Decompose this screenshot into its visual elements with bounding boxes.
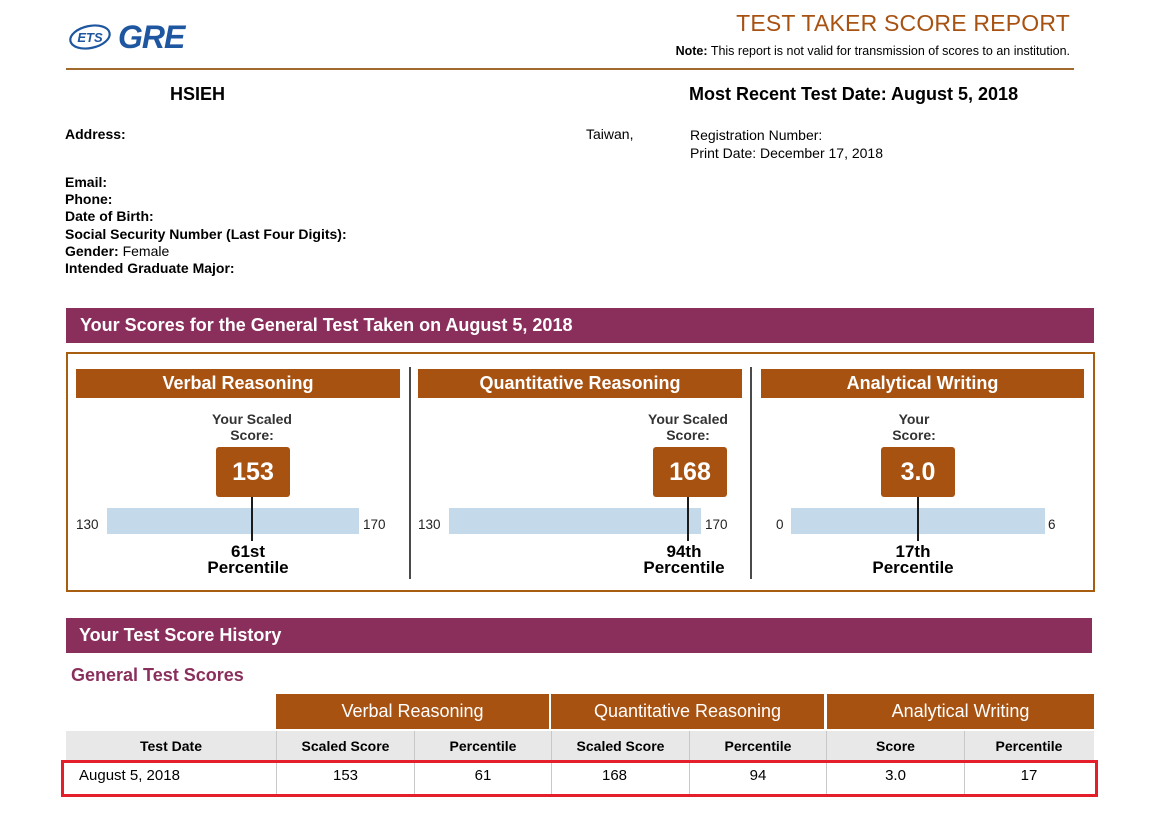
gre-logo-text: GRE	[118, 19, 185, 55]
verbal-scale-min: 130	[76, 517, 99, 532]
candidate-info	[65, 174, 347, 277]
ets-logo-icon	[68, 22, 112, 52]
writing-scaled-label-line2: Score:	[892, 427, 936, 443]
verbal-panel-title: Verbal Reasoning	[76, 369, 400, 398]
print-date: Print Date: December 17, 2018	[690, 145, 883, 161]
dob-label: Date of Birth:	[65, 208, 154, 225]
row-highlight-box	[61, 760, 1098, 797]
cell-writing-score: 3.0	[885, 767, 906, 784]
writing-percentile-label: Percentile	[872, 558, 954, 577]
col-head-writing-score: Score	[876, 738, 915, 754]
verbal-scale-bar	[107, 508, 359, 534]
quant-scale-bar	[449, 508, 701, 534]
writing-score-marker	[917, 497, 919, 541]
writing-scale-max: 6	[1048, 517, 1056, 532]
cell-test-date: August 5, 2018	[79, 767, 180, 784]
report-title: TEST TAKER SCORE REPORT	[736, 10, 1070, 36]
most-recent-test-date: Most Recent Test Date: August 5, 2018	[689, 84, 1019, 104]
report-note	[676, 44, 1070, 58]
cell-quant-scaled: 168	[601, 767, 628, 784]
verbal-percentile-label: Percentile	[207, 558, 289, 577]
writing-percentile	[843, 544, 983, 576]
writing-scaled-label-line1: Your	[898, 411, 930, 427]
history-subheading: General Test Scores	[71, 665, 244, 685]
panel-divider-2	[750, 367, 752, 579]
cell-verbal-percentile: 61	[474, 767, 492, 784]
writing-score-badge: 3.0	[881, 447, 955, 497]
col-head-quant-scaled: Scaled Score	[576, 738, 665, 754]
address-label: Address:	[65, 126, 126, 142]
cell-quant-percentile: 94	[749, 767, 767, 784]
gre-logo	[68, 20, 184, 54]
address-country: Taiwan,	[586, 126, 634, 142]
verbal-scale-max: 170	[363, 517, 386, 532]
verbal-score-badge: 153	[216, 447, 290, 497]
quant-scaled-label-line2: Score:	[666, 427, 710, 443]
gender-label: Gender:	[65, 242, 119, 259]
col-head-test-date: Test Date	[140, 738, 202, 754]
gender-value: Female	[122, 242, 170, 259]
quant-percentile-label: Percentile	[643, 558, 725, 577]
candidate-name: HSIEH	[170, 84, 226, 104]
major-label: Intended Graduate Major:	[65, 260, 235, 277]
note-text: This report is not valid for transmission of scores to an institution.	[710, 44, 1070, 58]
quant-percentile	[614, 544, 754, 576]
history-section-quant: Quantitative Reasoning	[551, 694, 824, 729]
history-banner: Your Test Score History	[66, 618, 1092, 653]
verbal-scaled-label	[76, 411, 428, 443]
gender-row	[65, 243, 347, 260]
history-section-verbal: Verbal Reasoning	[276, 694, 549, 729]
panel-divider-1	[409, 367, 411, 579]
quant-score-badge: 168	[653, 447, 727, 497]
col-head-verbal-scaled: Scaled Score	[301, 738, 390, 754]
quant-scale-min: 130	[418, 517, 441, 532]
quant-scaled-label	[618, 411, 758, 443]
writing-percentile-value: 17th	[895, 542, 931, 561]
quant-score-marker	[687, 497, 689, 541]
writing-scaled-label	[844, 411, 984, 443]
ssn-label: Social Security Number (Last Four Digits):	[65, 225, 347, 242]
verbal-scaled-label-line1: Your Scaled	[212, 411, 292, 427]
cell-verbal-scaled: 153	[332, 767, 359, 784]
email-label: Email:	[65, 174, 108, 190]
quant-panel-title: Quantitative Reasoning	[418, 369, 742, 398]
col-head-writing-percentile: Percentile	[995, 738, 1063, 754]
header-divider	[66, 68, 1074, 70]
ets-logo-text: ETS	[77, 30, 103, 45]
writing-scale-min: 0	[776, 517, 784, 532]
quant-scale-max: 170	[705, 517, 728, 532]
scores-banner: Your Scores for the General Test Taken on August 5, 2018	[66, 308, 1094, 343]
verbal-percentile	[178, 544, 318, 576]
note-label: Note:	[675, 44, 708, 58]
registration-number: Registration Number:	[690, 127, 823, 143]
cell-writing-percentile: 17	[1020, 767, 1038, 784]
verbal-percentile-value: 61st	[230, 542, 266, 561]
col-head-verbal-percentile: Percentile	[449, 738, 517, 754]
verbal-score-marker	[251, 497, 253, 541]
col-head-quant-percentile: Percentile	[724, 738, 792, 754]
writing-panel-title: Analytical Writing	[761, 369, 1084, 398]
quant-scaled-label-line1: Your Scaled	[648, 411, 728, 427]
quant-percentile-value: 94th	[666, 542, 702, 561]
history-section-writing: Analytical Writing	[827, 694, 1094, 729]
phone-label: Phone:	[65, 191, 113, 208]
verbal-scaled-label-line2: Score:	[230, 427, 274, 443]
